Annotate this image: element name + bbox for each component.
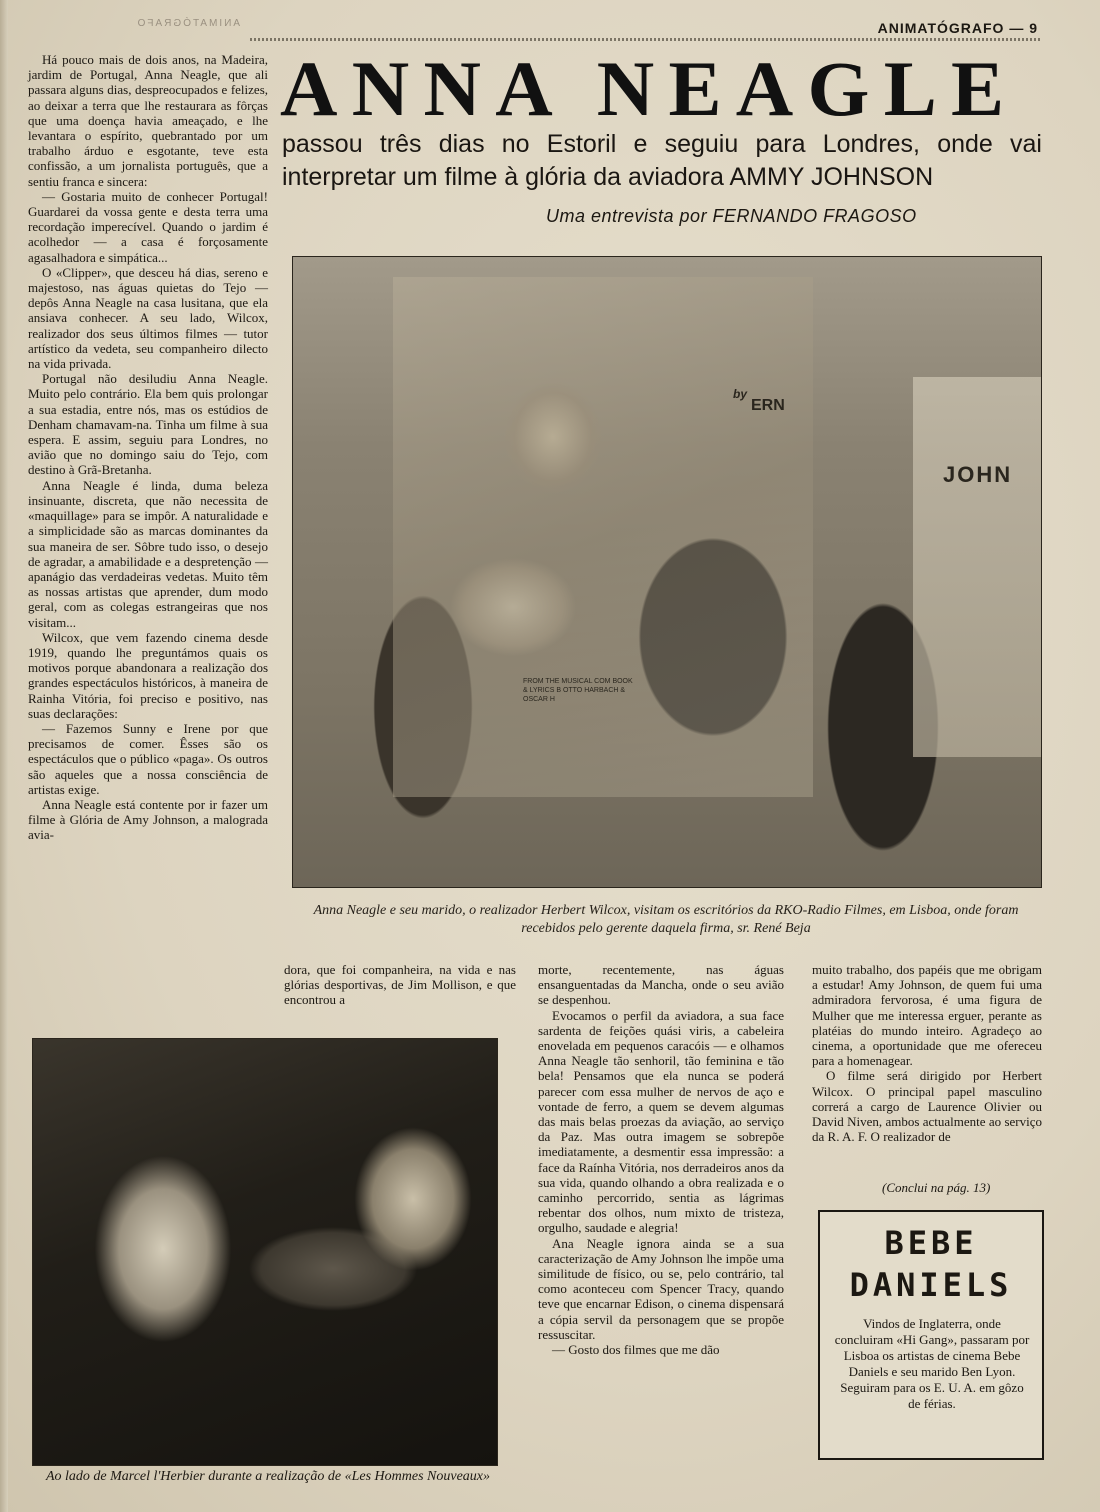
second-photo-caption: Ao lado de Marcel l'Herbier durante a realização de «Les Hommes Nouveaux» — [45, 1469, 491, 1484]
box-title: BEBE DANIELS — [849, 1224, 1013, 1304]
paragraph: Anna Neagle é linda, duma beleza insinuante, discreta, que não necessita de «maquillage» para se impôr. A naturalidade e a simplicidade são as marcas dominantes da sua maneira de ser. Sôbre tudo isso, o desejo de agradar, a amabilidade e a despretenção — apanágio das verdadeiras vedetas. Muito têm as nossas artistas que aprender, dum modo geral, com as colegas estrangeiras que nos visitam... — [28, 477, 268, 630]
mirrored-masthead: ANIMATÓGRAFO — [135, 18, 240, 29]
paragraph: Há pouco mais de dois anos, na Madeira, jardim de Portugal, Anna Neagle, que ali passara alguns dias, despreocupados e felizes, ao deixar a terra que lhe restaurara as fôrças que uma doença havia ameaçado, e lhe levantara o espírito, quebrantado por um trabalho árduo e esgotante, teve esta confissão, a um jornalista português, que a sentiu franca e sincera: — [28, 52, 268, 189]
paragraph: Evocamos o perfil da aviadora, a sua face sardenta de feições quási viris, a cabeleira enovelada em pequenos caracóis — e olhamos Anna Neagle tão senhoril, tão feminina e tão bela! Pensamos que ela nunca se poderá parecer com essa mulher de nervos de aço e vontade de ferro, a quem se devem algumas das mais belas proezas da aviação, ao serviço da Paz. Mas outra imagem se sobrepõe imediatamente, a desmentir essa impressão: a face da Raínha Vitória, nos derradeiros anos da sua vida, quando olhando a obra realizada e o caminho percorrido, sentia as lágrimas rebentar dos olhos, num mixto de tristeza, orgulho, saudade e alegria! — [538, 1007, 784, 1236]
article-column-a — [284, 962, 516, 1008]
poster-text: ERN — [751, 397, 785, 414]
poster-text: JOHN — [943, 462, 1013, 487]
film-poster — [393, 277, 813, 797]
headline-subtitle: passou três dias no Estoril e seguiu para Londres, onde vai interpretar um filme à glória da aviadora AMMY JOHNSON — [282, 130, 1042, 191]
page-fold-shadow — [0, 0, 8, 1512]
paragraph: morte, recentemente, nas águas ensanguentadas da Mancha, onde o seu avião se despenhou. — [538, 962, 784, 1008]
headline-title: ANNA NEAGLE — [280, 45, 1019, 132]
sidebar-news-box — [818, 1210, 1044, 1460]
article-column-b — [538, 962, 784, 1357]
paragraph: — Fazemos Sunny e Irene por que precisamos de comer. Êsses são os espectáculos que o público «paga». Os outros são aqueles que a nossa consciência de artistas exige. — [28, 720, 268, 797]
masthead-page-number: ANIMATÓGRAFO — 9 — [877, 20, 1038, 36]
main-photo — [292, 256, 1042, 888]
main-photo-caption: Anna Neagle e seu marido, o realizador Herbert Wilcox, visitam os escritórios da RKO-Radio Filmes, em Lisboa, onde foram recebidos pelo gerente daquela firma, sr. René Beja — [313, 903, 1019, 936]
paragraph: Portugal não desiludiu Anna Neagle. Muito pelo contrário. Ela bem quis prolongar a sua estadia, entre nós, mas os estúdios de Denham chamavam-na. Tinha um filme à sua espera. E assim, seguiu para Londres, no avião que no domingo saiu do Tejo, com destino à Grã-Bretanha. — [28, 371, 268, 478]
paragraph: dora, que foi companheira, na vida e nas glórias desportivas, de Jim Mollison, e que encontrou a — [284, 962, 516, 1008]
poster-panel — [913, 377, 1041, 757]
poster-credit: FROM THE MUSICAL COM BOOK & LYRICS B OTTO HARBACH & OSCAR H — [523, 678, 633, 703]
article-column-c — [812, 962, 1042, 1144]
top-rule — [250, 38, 1040, 41]
paragraph: muito trabalho, dos papéis que me obrigam a estudar! Amy Johnson, de quem fui uma admiradora fervorosa, é uma figura de Mulher que me interessa erguer, perante as platéias do mundo inteiro. Agradeço ao cinema, a oportunidade que me ofereceu para a homenagear. — [812, 962, 1042, 1069]
box-text: Vindos de Inglaterra, onde concluiram «Hi Gang», passaram por Lisboa os artistas de cinema Bebe Daniels e seu marido Ben Lyon. Seguiram para os E. U. A. em gôzo de férias. — [834, 1316, 1030, 1411]
paragraph: Anna Neagle está contente por ir fazer um filme à Glória de Amy Johnson, a malograda avia- — [28, 796, 268, 843]
paragraph: Wilcox, que vem fazendo cinema desde 1919, quando lhe preguntámos quais os motivos porque abandonara a realização dos grandes espectáculos históricos, à maneira de Rainha Vitória, foi preciso e positivo, nas suas declarações: — [28, 629, 268, 721]
second-photo — [32, 1038, 498, 1466]
poster-text: by — [733, 387, 748, 401]
paragraph: — Gosto dos filmes que me dão — [552, 1342, 720, 1358]
article-column-left — [28, 52, 268, 843]
paragraph: — Gostaria muito de conhecer Portugal! Guardarei da vossa gente e desta terra uma recordação imperecível. Quando o jardim é acolhedor — a casa é forçosamente agasalhadora e simpática... — [28, 188, 268, 265]
paragraph: O filme será dirigido por Herbert Wilcox. O principal papel masculino correrá a cargo de Laurence Olivier ou David Niven, ambos actualmente ao serviço da R. A. F. O realizador de — [812, 1068, 1042, 1145]
byline: Uma entrevista por FERNANDO FRAGOSO — [546, 206, 917, 226]
paragraph: Ana Neagle ignora ainda se a sua caracterização de Amy Johnson lhe impõe uma similitude de físico, ou se, pelo contrário, tal como aconteceu com Spencer Tracy, quando teve que encarnar Edison, o cinema dispensará a cópia servil da personagem que se propõe ressuscitar. — [538, 1235, 784, 1342]
paragraph: O «Clipper», que desceu há dias, sereno e majestoso, nas águas quietas do Tejo — depôs Anna Neagle na casa lusitana, que ela ansiava conhecer. A seu lado, Wilcox, realizador dos seus últimos filmes — tutor artístico da vedeta, seu companheiro dilecto na vida privada. — [28, 264, 268, 372]
continued-note: (Conclui na pág. 13) — [882, 1180, 991, 1195]
